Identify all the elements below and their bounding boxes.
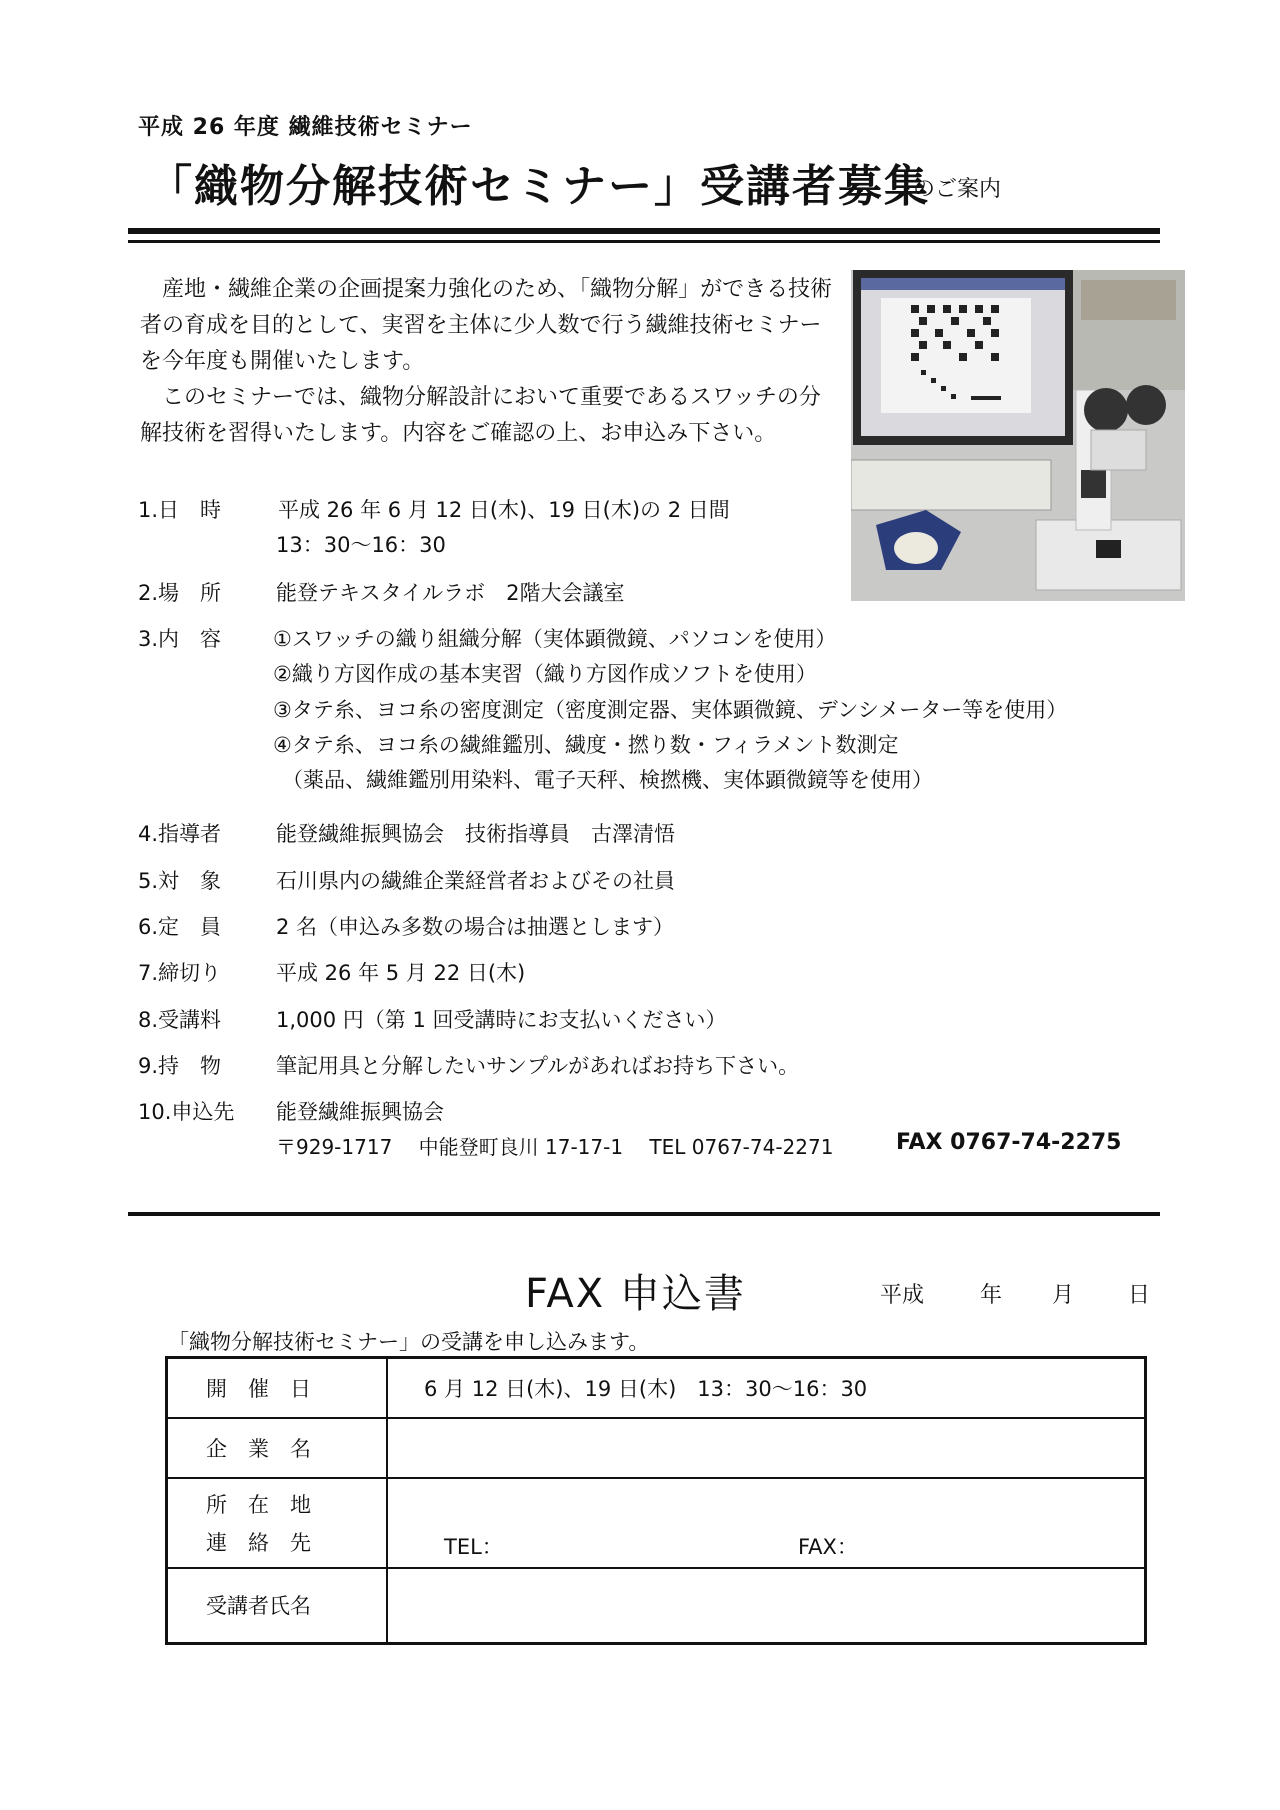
content-line-2: ②織り方図作成の基本実習（織り方図作成ソフトを使用） bbox=[273, 662, 817, 686]
date-era: 平成 bbox=[880, 1283, 925, 1308]
capacity-value: 2 名（申込み多数の場合は抽選とします） bbox=[276, 915, 675, 939]
apply-label: 10.申込先 bbox=[138, 1100, 235, 1124]
form-name-label-cell bbox=[167, 1568, 388, 1644]
content-line-3: ③タテ糸、ヨコ糸の密度測定（密度測定器、実体顕微鏡、デンシメーター等を使用） bbox=[273, 698, 1068, 722]
seminar-photo bbox=[851, 270, 1185, 601]
fee-value: 1,000 円（第 1 回受講時にお支払いください） bbox=[276, 1008, 727, 1032]
instructor-value: 能登繊維振興協会 技術指導員 古澤清悟 bbox=[276, 822, 675, 846]
place-value: 能登テキスタイルラボ 2階大会議室 bbox=[276, 581, 625, 605]
deadline-value: 平成 26 年 5 月 22 日(木) bbox=[276, 961, 526, 985]
intro-paragraph-1: 産地・繊維企業の企画提案力強化のため、「織物分解」ができる技術者の育成を目的として、実習を主体に少人数で行う繊維技術セミナーを今年度も開催いたします。 bbox=[140, 277, 833, 374]
target-label: 5.対 象 bbox=[138, 869, 222, 893]
tel-label: TEL： bbox=[444, 1534, 503, 1559]
main-title: 「織物分解技術セミナー」受講者募集 bbox=[148, 161, 930, 212]
form-row-name bbox=[167, 1568, 1146, 1644]
belongings-label: 9.持 物 bbox=[138, 1054, 222, 1078]
form-note: 「織物分解技術セミナー」の受講を申し込みます。 bbox=[168, 1330, 650, 1354]
content-label: 3.内 容 bbox=[138, 627, 222, 651]
subtitle: のご案内 bbox=[913, 177, 1002, 202]
date-month: 月 bbox=[1052, 1283, 1075, 1308]
form-row-date bbox=[167, 1358, 1146, 1418]
fax-label: FAX： bbox=[798, 1534, 858, 1559]
fax-form-title: FAX 申込書 bbox=[525, 1271, 746, 1317]
intro-paragraph-2: このセミナーでは、織物分解設計において重要であるスワッチの分解技術を習得いたします。内容をご確認の上、お申込み下さい。 bbox=[140, 385, 821, 446]
super-title: 平成 26 年度 繊維技術セミナー bbox=[138, 115, 473, 140]
attendee-name-field[interactable] bbox=[387, 1568, 1146, 1644]
content-line-5: （薬品、繊維鑑別用染料、電子天秤、検撚機、実体顕微鏡等を使用） bbox=[282, 768, 933, 792]
deadline-label: 7.締切り bbox=[138, 961, 222, 985]
form-row-address bbox=[167, 1478, 1146, 1568]
date-year: 年 bbox=[980, 1283, 1003, 1308]
form-company-label: 企 業 名 bbox=[206, 1436, 311, 1461]
form-date-label: 開 催 日 bbox=[206, 1376, 311, 1401]
target-value: 石川県内の繊維企業経営者およびその社員 bbox=[276, 869, 675, 893]
intro-text bbox=[140, 272, 840, 452]
form-contact-label: 連 絡 先 bbox=[206, 1530, 311, 1555]
belongings-value: 筆記用具と分解したいサンプルがあればお持ち下さい。 bbox=[276, 1054, 800, 1078]
apply-fax: FAX 0767-74-2275 bbox=[896, 1130, 1122, 1155]
content-line-1: ①スワッチの織り組織分解（実体顕微鏡、パソコンを使用） bbox=[273, 627, 837, 651]
content-line-4: ④タテ糸、ヨコ糸の繊維鑑別、繊度・撚り数・フィラメント数測定 bbox=[273, 733, 899, 757]
date-day: 日 bbox=[1128, 1283, 1151, 1308]
fee-label: 8.受講料 bbox=[138, 1008, 222, 1032]
instructor-label: 4.指導者 bbox=[138, 822, 222, 846]
capacity-label: 6.定 員 bbox=[138, 915, 222, 939]
apply-address: 〒929-1717 中能登町良川 17-17-1 TEL 0767-74-2271 bbox=[276, 1135, 834, 1159]
form-date-label-cell bbox=[167, 1358, 388, 1418]
application-form-table bbox=[165, 1356, 1147, 1645]
form-company-label-cell bbox=[167, 1418, 388, 1478]
microscope-computer-illustration bbox=[851, 270, 1185, 601]
company-name-field[interactable] bbox=[387, 1418, 1146, 1478]
form-row-company bbox=[167, 1418, 1146, 1478]
address-contact-field[interactable] bbox=[387, 1478, 1146, 1568]
datetime-line1: 平成 26 年 6 月 12 日(木)、19 日(木)の 2 日間 bbox=[278, 498, 730, 522]
form-address-label-cell bbox=[167, 1478, 388, 1568]
section-divider bbox=[128, 1212, 1160, 1216]
header-rule-bottom bbox=[128, 240, 1160, 243]
header-rule-top bbox=[128, 228, 1160, 234]
datetime-label: 1.日 時 bbox=[138, 498, 222, 522]
apply-org: 能登繊維振興協会 bbox=[276, 1100, 444, 1124]
datetime-line2: 13：30～16：30 bbox=[276, 533, 446, 557]
place-label: 2.場 所 bbox=[138, 581, 222, 605]
form-name-label: 受講者氏名 bbox=[206, 1594, 311, 1619]
form-location-label: 所 在 地 bbox=[206, 1492, 311, 1517]
form-date-value: 6 月 12 日(木)、19 日(木) 13：30～16：30 bbox=[387, 1358, 1146, 1418]
